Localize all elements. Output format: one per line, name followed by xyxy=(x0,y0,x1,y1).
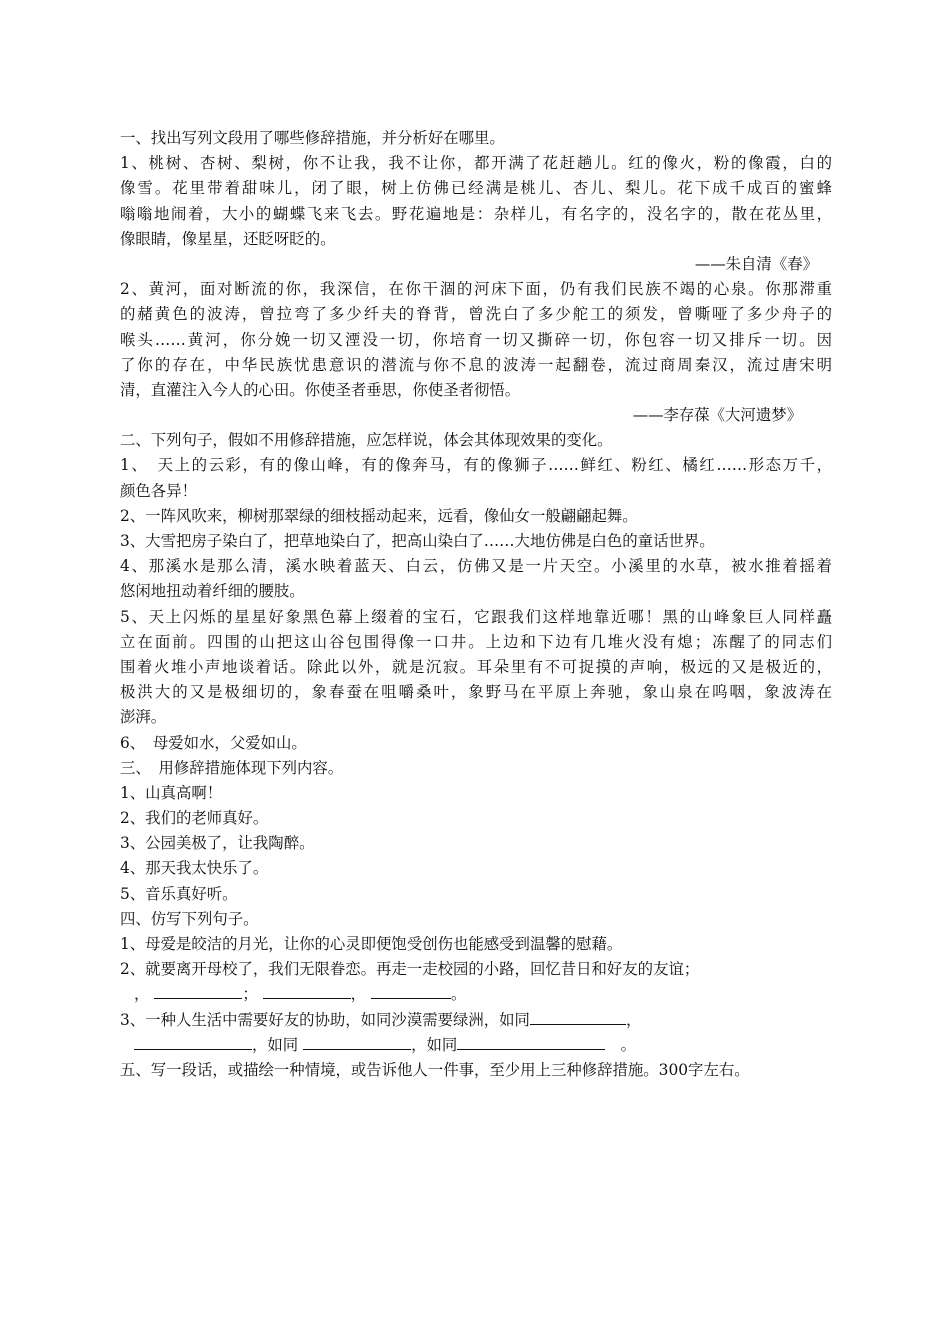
item-3-1: 1、山真高啊！ xyxy=(120,783,223,802)
passage-1-line-1: 1、桃树、杏树、梨树，你不让我，我不让你，都开满了花赶趟儿。红的像火，粉的像霞，白的 xyxy=(120,154,832,173)
punct-comma: ， xyxy=(134,985,150,1004)
section-4-title: 四、仿写下列句子。 xyxy=(120,909,259,928)
answer-blank[interactable] xyxy=(134,1033,252,1050)
answer-blank[interactable] xyxy=(371,982,451,999)
punct-semicolon: ； xyxy=(242,985,258,1004)
item-2-5-line-4: 极洪大的又是极细切的，象春蚕在咀嚼桑叶，象野马在平原上奔驰，象山泉在呜咽，象波涛在 xyxy=(120,683,832,702)
section-3-title: 三、 用修辞措施体现下列内容。 xyxy=(120,758,344,777)
passage-1-source: ——朱自清《春》 xyxy=(694,254,818,273)
item-4-2-line-2 xyxy=(120,982,832,1007)
answer-blank[interactable] xyxy=(303,1033,411,1050)
item-2-3: 3、大雪把房子染白了，把草地染白了，把高山染白了……大地仿佛是白色的童话世界。 xyxy=(120,532,715,550)
item-3-5: 5、音乐真好听。 xyxy=(120,884,238,903)
item-2-4-line-1: 4、那溪水是那么清，溪水映着蓝天、白云，仿佛又是一片天空。小溪里的水草，被水推着摇着 xyxy=(120,557,832,576)
answer-blank[interactable] xyxy=(263,982,351,999)
section-5-title: 五、写一段话，或描绘一种情境，或告诉他人一件事，至少用上三种修辞措施。300字左右。 xyxy=(120,1060,750,1079)
item-2-5-line-3: 围着火堆小声地谈着话。除此以外，就是沉寂。耳朵里有不可捉摸的声响，极远的又是极近的， xyxy=(120,657,832,676)
item-3-3: 3、公园美极了，让我陶醉。 xyxy=(120,834,315,853)
punct-period: 。 xyxy=(450,985,467,1004)
item-4-3-text: 3、一种人生活中需要好友的协助，如同沙漠需要绿洲，如同 xyxy=(120,1010,530,1029)
item-3-2: 2、我们的老师真好。 xyxy=(120,809,269,828)
worksheet-page xyxy=(120,126,832,1083)
passage-2-line-3: 喉头……黄河，你分娩一切又湮没一切，你培育一切又撕碎一切，你包容一切又排斥一切。因 xyxy=(120,330,832,349)
item-2-5-line-1: 5、天上闪烁的星星好象黑色幕上缀着的宝石，它跟我们这样地靠近哪！黑的山峰象巨人同样矗 xyxy=(120,607,832,626)
item-2-4-line-2: 悠闲地扭动着纤细的腰肢。 xyxy=(120,582,305,601)
item-4-3-line-2 xyxy=(120,1033,832,1058)
answer-blank[interactable] xyxy=(530,1008,626,1025)
passage-1-line-2: 像雪。花里带着甜味儿，闭了眼，树上仿佛已经满是桃儿、杏儿、梨儿。花下成千成百的蜜蜂 xyxy=(120,179,832,198)
answer-blank[interactable] xyxy=(457,1033,605,1050)
item-2-5-line-5: 澎湃。 xyxy=(120,708,167,727)
item-4-1: 1、母爱是皎洁的月光，让你的心灵即便饱受创伤也能感受到温馨的慰藉。 xyxy=(120,935,623,953)
section-1-title: 一、找出写列文段用了哪些修辞措施，并分析好在哪里。 xyxy=(120,129,505,147)
item-2-5-line-2: 立在面前。四围的山把这山谷包围得像一口井。上边和下边有几堆火没有熄；冻醒了的同志们 xyxy=(120,632,832,651)
punct-comma: ， xyxy=(625,1010,642,1029)
punct-period: 。 xyxy=(605,1035,637,1054)
item-2-1-line-2: 颜色各异！ xyxy=(120,481,197,500)
item-4-3-connector: ，如同 xyxy=(252,1035,299,1054)
item-4-2-line-1: 2、就要离开母校了，我们无限眷恋。再走一走校园的小路，回忆昔日和好友的友谊； xyxy=(120,960,700,979)
passage-1-line-3: 嗡嗡地闹着，大小的蝴蝶飞来飞去。野花遍地是：杂样儿，有名字的，没名字的，散在花丛里， xyxy=(120,204,832,223)
passage-1-line-4: 像眼睛，像星星，还眨呀眨的。 xyxy=(120,229,336,248)
passage-2-line-1: 2、黄河，面对断流的你，我深信，在你干涸的河床下面，仍有我们民族不竭的心泉。你那滞重 xyxy=(120,280,832,299)
item-4-3-line-1 xyxy=(120,1008,832,1033)
answer-blank[interactable] xyxy=(154,982,242,999)
item-2-6: 6、 母爱如水，父爱如山。 xyxy=(120,733,307,752)
item-4-3-connector: ，如同 xyxy=(411,1035,458,1054)
passage-2-line-5: 清，直灌注入今人的心田。你使圣者垂思，你使圣者彻悟。 xyxy=(120,380,521,399)
passage-2-source: ——李存葆《大河遗梦》 xyxy=(632,406,802,425)
item-2-1-line-1: 1、 天上的云彩，有的像山峰，有的像奔马，有的像狮子……鲜红、粉红、橘红……形态万千， xyxy=(120,456,832,475)
item-3-4: 4、那天我太快乐了。 xyxy=(120,859,269,878)
passage-2-line-2: 的赭黄色的波涛，曾拉弯了多少纤夫的脊背，曾洗白了多少舵工的须发，曾嘶哑了多少舟子的 xyxy=(120,305,832,324)
punct-comma: ， xyxy=(350,985,367,1004)
item-2-2: 2、一阵风吹来，柳树那翠绿的细枝摇动起来，远看，像仙女一般翩翩起舞。 xyxy=(120,506,638,525)
passage-2-line-4: 了你的存在，中华民族忧患意识的潜流与你不息的波涛一起翻卷，流过商周秦汉，流过唐宋明 xyxy=(120,355,832,374)
section-2-title: 二、下列句子，假如不用修辞措施，应怎样说，体会其体现效果的变化。 xyxy=(120,431,613,450)
